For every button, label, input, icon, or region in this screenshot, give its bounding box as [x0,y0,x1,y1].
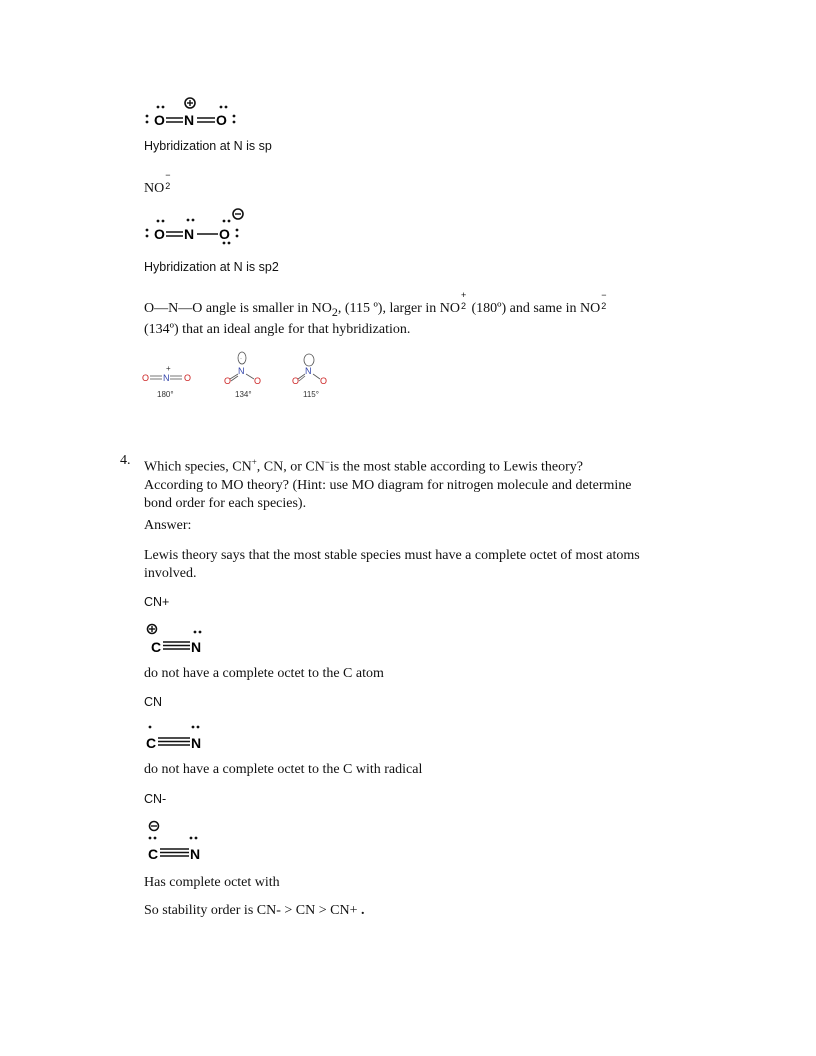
angle-label-180: 180° [157,390,174,399]
svg-text:O: O [320,376,328,386]
no2-plus-lewis-structure [140,92,250,137]
question-line-1: Which species, CN+, CN, or CN−is the most stable according to Lewis theory? [144,457,584,475]
species-label-cn-plus: CN+ [144,595,170,609]
svg-text:O: O [254,376,262,386]
stability-conclusion: So stability order is CN- > CN > CN+ . [144,903,365,918]
no2-minus-hybridization: Hybridization at N is sp2 [144,260,279,274]
atom-o-right: O [216,112,227,128]
species-label-cn: CN [144,695,163,709]
question-line-3: bond order for each species). [144,495,307,511]
atom-n: N [184,112,195,128]
svg-text:O: O [142,373,150,383]
question-number: 4. [120,453,131,468]
radical-electron [149,726,152,729]
cn-note: do not have a complete octet to the C with radical [144,762,423,777]
angle-line-1: O—N—O angle is smaller in $NO_2$, (115 º), larger in NO + 2 (180º) and same in NO − 2 [144,290,607,319]
svg-text:·: · [240,356,242,362]
svg-text:+: + [166,364,171,373]
atom-o-left: O [154,112,165,128]
atom-o-right: O [219,226,230,242]
angle-paragraph [144,290,704,339]
lewis-explanation: Lewis theory says that the most stable species must have a complete octet of most atoms involved. [144,548,640,581]
bond-angle-figure [140,348,340,409]
angle-label-134: 134° [235,390,252,399]
atom-o-left: O [154,226,165,242]
cn-lewis-structure [144,718,214,757]
angle-line-2: (134º) that an ideal angle for that hybridization. [144,321,411,337]
species-label-cn-minus: CN- [144,792,167,806]
svg-text:O: O [224,376,232,386]
svg-text:C: C [146,735,157,751]
svg-text:N: N [305,366,312,376]
no2-minus-lewis-structure [140,205,255,252]
cn-plus-lewis-structure [144,620,214,661]
question-line-2: According to MO theory? (Hint: use MO diagram for nitrogen molecule and determine [144,477,632,493]
svg-text:N: N [190,846,201,862]
svg-text:N: N [191,639,202,655]
svg-text:N: N [238,366,245,376]
cn-plus-note: do not have a complete octet to the C atom [144,666,384,681]
bent-molecule-115 [292,354,327,399]
svg-text:O: O [184,373,192,383]
cn-minus-lewis-structure [144,816,214,869]
answer-label: Answer: [144,518,192,533]
atom-n: N [184,226,195,242]
svg-text:O: O [292,376,300,386]
no2-minus-formula [144,170,172,197]
no2-plus-hybridization: Hybridization at N is sp [144,139,272,153]
formula-sup: − [165,170,171,180]
svg-text:C: C [151,639,162,655]
formula-base: NO [144,181,165,196]
formula-sub: 2 [165,181,171,191]
svg-text:C: C [148,846,159,862]
question-text [144,453,724,513]
linear-molecule-180 [142,364,191,399]
angle-label-115: 115° [303,390,319,399]
cn-minus-note: Has complete octet with [144,875,280,890]
bent-molecule-134 [224,352,261,399]
svg-text:N: N [163,373,170,383]
svg-text:N: N [191,735,202,751]
